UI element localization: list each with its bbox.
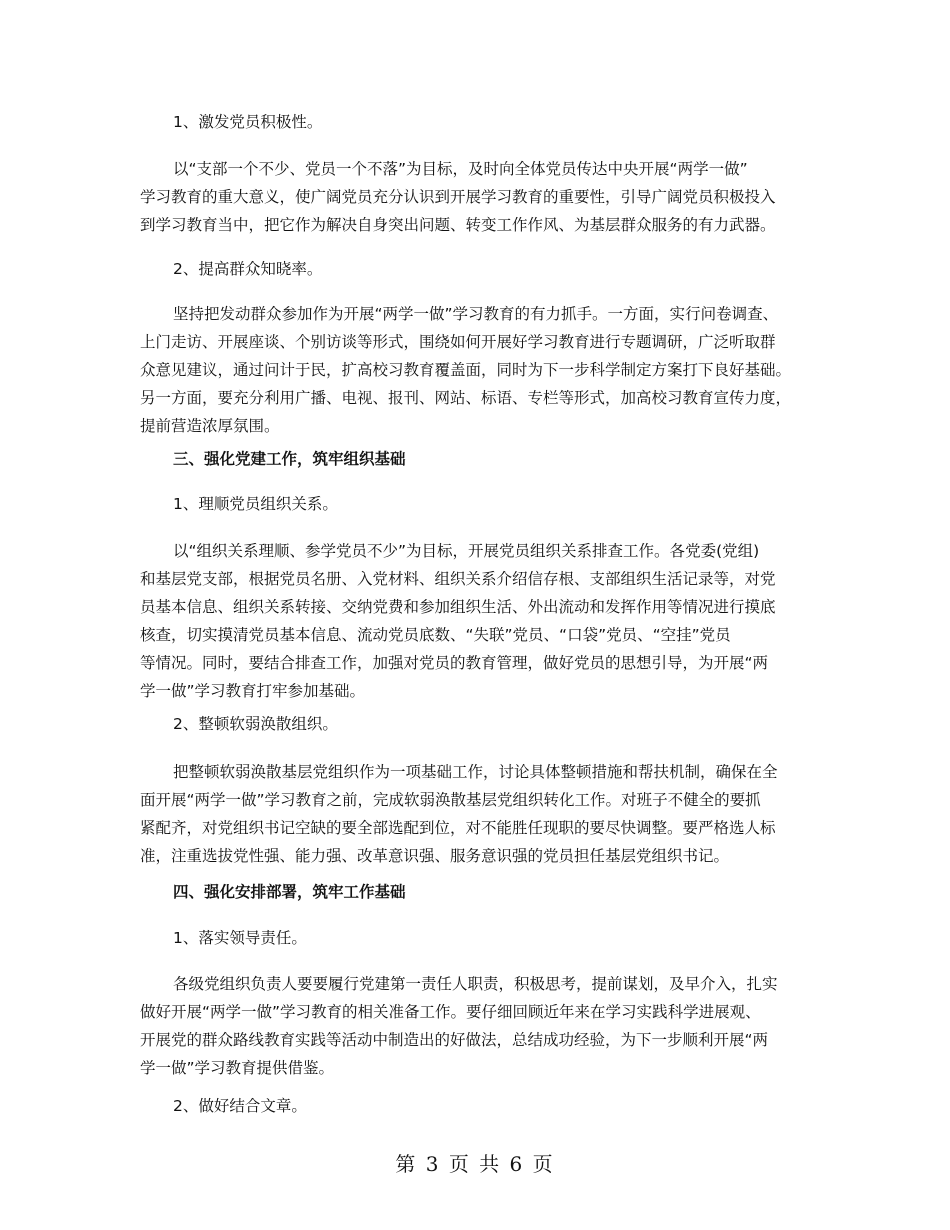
paragraph-line: 坚持把发动群众参加作为开展“两学一做”学习教育的有力抓手。一方面，实行问卷调查、 [173, 305, 779, 323]
list-item-heading: 2、整顿软弱涣散组织。 [173, 715, 338, 733]
body-paragraph [140, 970, 823, 1082]
section-heading: 四、强化安排部署，筑牢工作基础 [173, 883, 406, 901]
paragraph-line: 上门走访、开展座谈、个别访谈等形式，围绕如何开展好学习教育进行专题调研，广泛听取群 [140, 333, 776, 351]
paragraph-line: 以“组织关系理顺、参学党员不少”为目标，开展党员组织关系排查工作。各党委(党组) [173, 542, 760, 560]
body-paragraph [140, 300, 823, 440]
paragraph-line: 员基本信息、组织关系转接、交纳党费和参加组织生活、外出流动和发挥作用等情况进行摸底 [140, 598, 776, 616]
paragraph-line: 面开展“两学一做”学习教育之前，完成软弱涣散基层党组织转化工作。对班子不健全的要抓 [140, 791, 761, 809]
paragraph-line: 另一方面，要充分利用广播、电视、报刊、网站、标语、专栏等形式，加高校习教育宣传力度， [140, 389, 792, 407]
paragraph-line: 学习教育的重大意义，使广阔党员充分认识到开展学习教育的重要性，引导广阔党员积极投入 [140, 188, 776, 206]
paragraph-line: 和基层党支部，根据党员名册、入党材料、组织关系介绍信存根、支部组织生活记录等，对党 [140, 570, 776, 588]
paragraph-line: 学一做”学习教育打牢参加基础。 [140, 682, 366, 700]
list-item-heading: 1、激发党员积极性。 [173, 113, 323, 131]
body-paragraph [140, 758, 823, 870]
paragraph-line: 开展党的群众路线教育实践等活动中制造出的好做法，总结成功经验，为下一步顺利开展“两 [140, 1031, 769, 1049]
paragraph-line: 核查，切实摸清党员基本信息、流动党员底数、“失联”党员、“口袋”党员、“空挂”党员 [140, 626, 731, 644]
paragraph-line: 紧配齐，对党组织书记空缺的要全部选配到位，对不能胜任现职的要尽快调整。要严格选人标 [140, 819, 776, 837]
body-paragraph [140, 537, 823, 705]
list-item-heading: 2、提高群众知晓率。 [173, 260, 323, 278]
list-item-heading: 1、理顺党员组织关系。 [173, 495, 338, 513]
section-heading: 三、强化党建工作，筑牢组织基础 [173, 450, 406, 468]
list-item-heading: 2、做好结合文章。 [173, 1097, 307, 1115]
paragraph-line: 以“支部一个不少、党员一个不落”为目标，及时向全体党员传达中央开展“两学一做” [173, 160, 748, 178]
paragraph-line: 做好开展“两学一做”学习教育的相关准备工作。要仔细回顾近年来在学习实践科学进展观、 [140, 1003, 761, 1021]
paragraph-line: 到学习教育当中，把它作为解决自身突出问题、转变工作作风、为基层群众服务的有力武器。 [140, 216, 776, 234]
page-number-footer: 第 3 页 共 6 页 [395, 1152, 555, 1176]
paragraph-line: 提前营造浓厚氛围。 [140, 417, 280, 435]
paragraph-line: 学一做”学习教育提供借鉴。 [140, 1059, 335, 1077]
paragraph-line: 各级党组织负责人要要履行党建第一责任人职责，积极思考，提前谋划，及早介入，扎实 [173, 975, 778, 993]
body-paragraph [140, 155, 823, 239]
paragraph-line: 众意见建议，通过问计于民，扩高校习教育覆盖面，同时为下一步科学制定方案打下良好基础。 [140, 361, 792, 379]
paragraph-line: 等情况。同时，要结合排查工作，加强对党员的教育管理，做好党员的思想引导，为开展“两 [140, 654, 769, 672]
paragraph-line: 把整顿软弱涣散基层党组织作为一项基础工作，讨论具体整顿措施和帮扶机制，确保在全 [173, 763, 778, 781]
list-item-heading: 1、落实领导责任。 [173, 929, 307, 947]
paragraph-line: 准，注重选拔党性强、能力强、改革意识强、服务意识强的党员担任基层党组织书记。 [140, 847, 730, 865]
